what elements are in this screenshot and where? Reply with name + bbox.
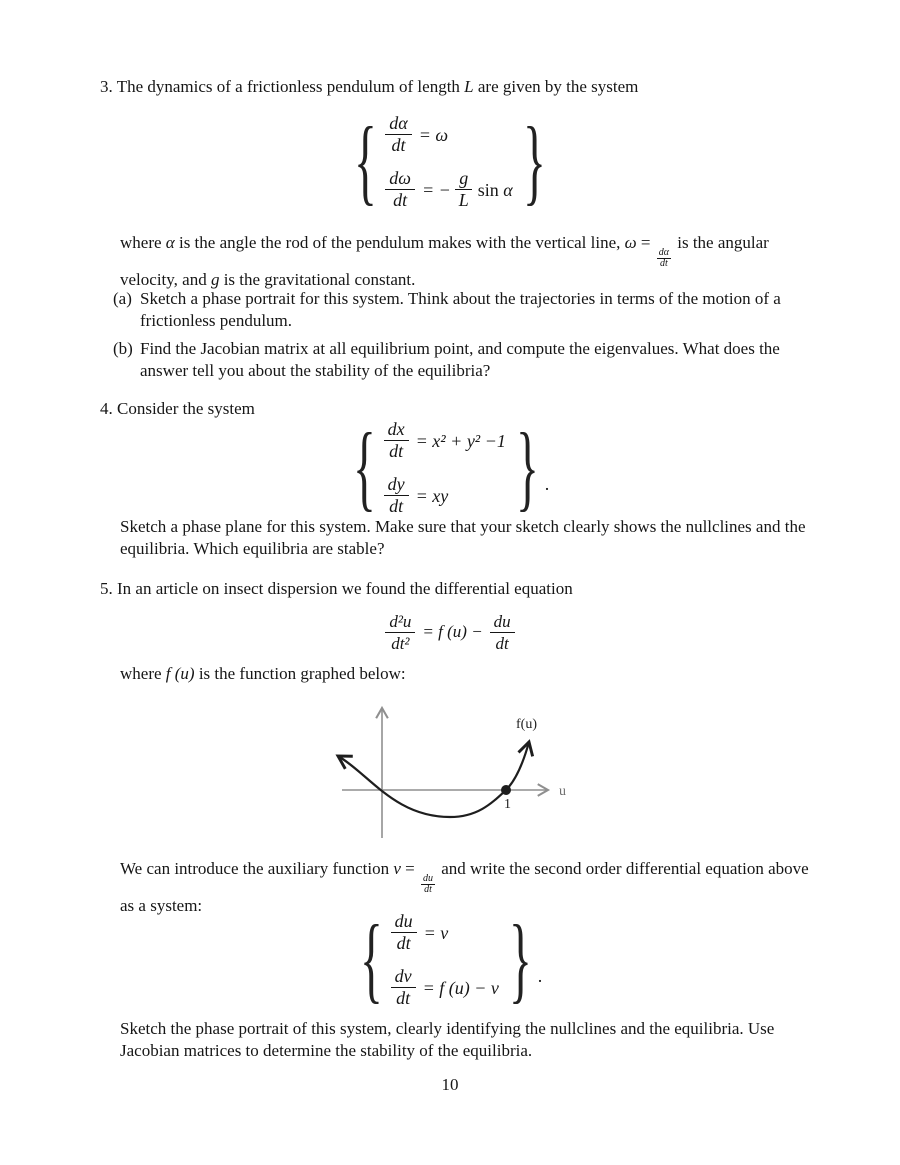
problem3-heading-post: are given by the system [473, 77, 639, 96]
fraction-denominator: L [458, 190, 469, 210]
equation-row [385, 168, 513, 211]
item-text: Find the Jacobian matrix at all equilibrium point, and compute the eigenvalues. What does the answer tell you about the stability of the equilibria? [140, 339, 780, 380]
equation-rhs: = ω [418, 124, 449, 145]
point-label: 1 [504, 797, 511, 812]
curve-label: f(u) [516, 717, 537, 732]
problem3-where-paragraph [120, 232, 820, 291]
text-run: is the angle the rod of the pendulum makes with the vertical line, [174, 233, 625, 252]
equation-rhs: = v [423, 922, 449, 943]
f-of-u-graph [318, 690, 582, 848]
v-symbol: v [393, 859, 401, 878]
fraction-numerator: g [455, 168, 472, 190]
f-of-u-curve [338, 742, 529, 817]
inline-fraction [421, 874, 435, 895]
fraction-numerator: dα [385, 113, 411, 135]
text-run: = [636, 233, 655, 252]
problem4-body: Sketch a phase plane for this system. Make sure that your sketch clearly shows the nullclines and the equilibria. Which equilibria are stable? [120, 517, 806, 558]
text-run: = [400, 859, 420, 878]
equilibrium-point [501, 785, 511, 795]
fraction-numerator: du [490, 611, 515, 633]
left-brace: { [352, 414, 376, 522]
fraction-numerator: du [423, 873, 434, 884]
fraction-denominator: dt [659, 258, 668, 269]
right-brace: } [508, 906, 532, 1014]
fraction-numerator: dα [658, 247, 669, 258]
u-axis-label: u [559, 784, 566, 799]
fraction [391, 911, 417, 954]
fraction [391, 966, 416, 1009]
sin-argument: α [498, 179, 513, 200]
page-number: 10 [441, 1075, 459, 1094]
problem4-system-equation [0, 414, 900, 522]
equation-equals-minus: = − [421, 179, 451, 200]
equation-row [385, 113, 448, 156]
right-brace: } [515, 414, 539, 522]
problem5-where [120, 663, 820, 685]
alpha-symbol: α [165, 233, 175, 252]
problem3-item-a [113, 288, 825, 332]
left-brace: { [359, 906, 383, 1014]
g-symbol: g [210, 270, 220, 289]
problem3-heading-var: L [464, 77, 474, 96]
fraction-denominator: dt [391, 135, 406, 155]
fraction [384, 419, 409, 462]
left-brace: { [354, 108, 378, 216]
fraction-denominator: dt² [391, 633, 410, 653]
equation-row [384, 419, 506, 462]
fraction [490, 611, 515, 654]
omega-symbol: ω [624, 233, 637, 252]
text-run: where [120, 664, 166, 683]
fraction-numerator: du [391, 911, 417, 933]
fraction [455, 168, 473, 211]
equation-rows [385, 113, 513, 211]
fraction-numerator: dω [385, 168, 415, 190]
problem3-item-b [113, 338, 825, 382]
right-brace: } [522, 108, 546, 216]
problem5-body: Sketch the phase portrait of this system, clearly identifying the nullclines and the equilibria. Use Jacobian matrices to determine the stability of the equilibria. [120, 1019, 775, 1060]
fraction-denominator: dt [495, 633, 509, 653]
text-run: where [120, 233, 166, 252]
problem5-heading: 5. In an article on insect dispersion we found the differential equation [100, 579, 573, 598]
text-run: is the function graphed below: [194, 664, 406, 683]
equation-middle: = f (u) − [422, 622, 483, 641]
fraction [385, 113, 411, 156]
problem3-system-equation [0, 108, 900, 216]
fraction [385, 168, 415, 211]
problem3-heading-pre: 3. The dynamics of a frictionless pendulum of length [100, 77, 465, 96]
item-label: (b) [113, 339, 133, 358]
sin-function: sin [477, 179, 499, 200]
problem5-system-equation [0, 906, 900, 1014]
text-run: is the angular velocity, and [120, 233, 769, 289]
equation-rows [384, 419, 506, 517]
text-run: is the gravitational constant. [219, 270, 416, 289]
f-of-u-symbol: f (u) [165, 664, 195, 683]
problem5-intro [120, 858, 826, 917]
equation-rhs: = x² + y² −1 [415, 430, 506, 451]
fraction-numerator: dv [391, 966, 416, 988]
equation-row [391, 911, 449, 954]
fraction-denominator: dt [393, 190, 408, 210]
fraction-numerator: dy [384, 474, 409, 496]
equation-period: . [544, 474, 550, 494]
problem4-heading: 4. Consider the system [100, 399, 255, 418]
fraction-numerator: dx [384, 419, 409, 441]
equation-rhs: = xy [415, 485, 449, 506]
text-run: We can introduce the auxiliary function [120, 859, 394, 878]
equation-row [391, 966, 499, 1009]
fraction-denominator: dt [389, 441, 404, 461]
fraction [385, 611, 415, 654]
fraction-numerator: d²u [385, 611, 415, 633]
equation-row [384, 474, 449, 517]
problem3-heading [100, 76, 800, 98]
item-text: Sketch a phase portrait for this system. Think about the trajectories in terms of the motion of a frictionless pendulum. [140, 289, 781, 330]
fraction-denominator: dt [396, 988, 411, 1008]
fraction-denominator: dt [424, 884, 432, 895]
text-run: and write the second order differential equation above as a system: [120, 859, 809, 915]
item-label: (a) [113, 289, 132, 308]
fraction-denominator: dt [396, 933, 411, 953]
problem5-equation [0, 606, 900, 658]
equation-rows [391, 911, 499, 1009]
fraction-denominator: dt [389, 496, 404, 516]
equation-period: . [537, 966, 543, 986]
fraction [384, 474, 409, 517]
inline-fraction [657, 248, 671, 269]
equation-rhs: = f (u) − v [422, 977, 499, 998]
